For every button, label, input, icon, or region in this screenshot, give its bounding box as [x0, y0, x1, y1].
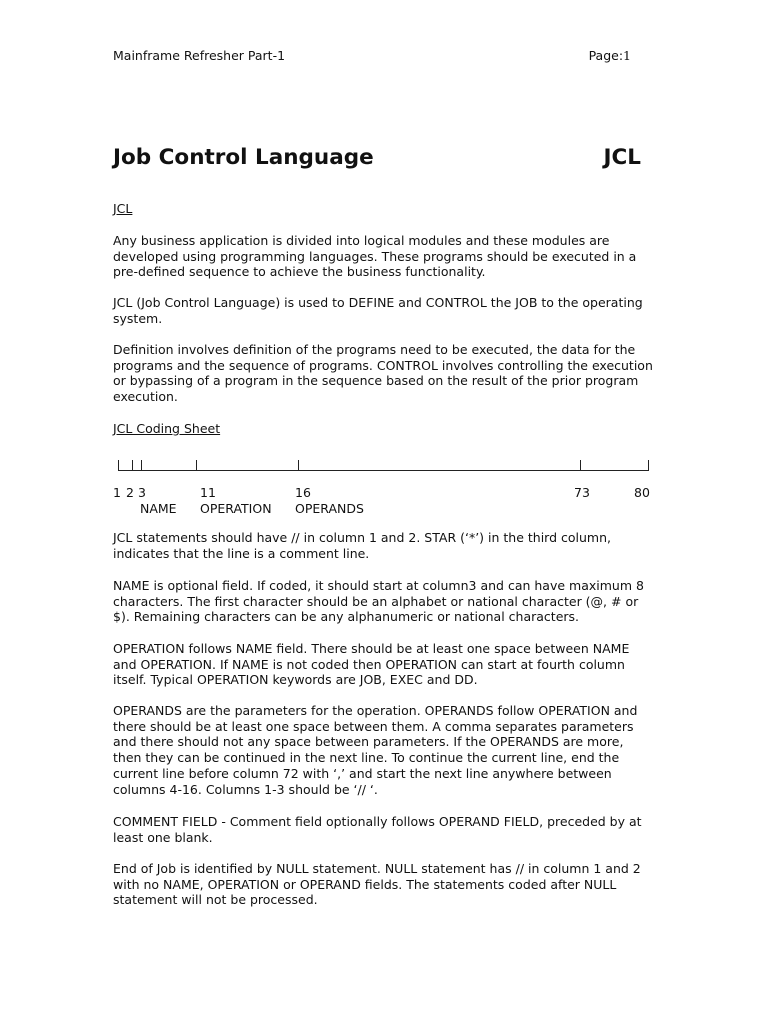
paragraph: OPERATION follows NAME field. There should be at least one space between NAME and OPERATION. If NAME is not coded then OPERATION can start at fourth column itself. Typical OPERATION keywords are JOB, EXEC and DD.	[113, 641, 630, 688]
column-number: 73	[574, 485, 590, 500]
paragraph: OPERANDS are the parameters for the operation. OPERANDS follow OPERATION and there should be at least one space between them. A comma separates parameters and there should not any space between parameters. If the OPERANDS are more, then they can be continued in the next line. To continue the current line, end the current line before column 72 with ‘,’ and start the next line anywhere between columns 4-16. Columns 1-3 should be ‘// ‘.	[113, 703, 638, 797]
document-page	[113, 0, 653, 1024]
column-number: 2	[126, 485, 134, 500]
paragraph: End of Job is identified by NULL statement. NULL statement has // in column 1 and 2 with no NAME, OPERATION or OPERAND fields. The statements coded after NULL statement will not be processed.	[113, 861, 641, 908]
paragraph: Definition involves definition of the programs need to be executed, the data for the programs and the sequence of programs. CONTROL involves controlling the execution or bypassing of a program in the sequence based on the result of the prior program execution.	[113, 342, 653, 405]
section-heading-coding-sheet: JCL Coding Sheet	[113, 421, 221, 436]
field-operation-label: OPERATION	[200, 501, 272, 516]
document-title	[113, 145, 641, 170]
field-operands-label: OPERANDS	[295, 501, 364, 516]
page-num: 1	[623, 48, 631, 63]
ruler-line	[118, 470, 649, 471]
paragraph: JCL (Job Control Language) is used to DEFINE and CONTROL the JOB to the operating system.	[113, 295, 643, 326]
title-abbreviation: JCL	[603, 145, 641, 170]
ruler-tick	[132, 460, 133, 471]
column-number: 80	[634, 485, 650, 500]
ruler-tick	[648, 460, 649, 471]
column-number: 1	[113, 485, 121, 500]
paragraph: COMMENT FIELD - Comment field optionally follows OPERAND FIELD, preceded by at least one blank.	[113, 814, 642, 845]
column-number: 16	[295, 485, 311, 500]
ruler-tick	[580, 460, 581, 471]
paragraph: Any business application is divided into logical modules and these modules are developed using programming languages. These programs should be executed in a pre-defined sequence to achieve the business functionality.	[113, 233, 637, 280]
paragraph: JCL statements should have // in column 1 and 2. STAR (‘*’) in the third column, indicates that the line is a comment line.	[113, 530, 611, 561]
paragraph: NAME is optional field. If coded, it should start at column3 and can have maximum 8 characters. The first character should be an alphabet or national character (@, # or $). Remaining characters can be any alphanumeric or national characters.	[113, 578, 644, 625]
column-number: 3	[138, 485, 146, 500]
coding-sheet-ruler	[113, 455, 653, 515]
page-header	[113, 48, 631, 63]
column-number: 11	[200, 485, 216, 500]
ruler-tick	[196, 460, 197, 471]
header-title: Mainframe Refresher Part-1	[113, 48, 286, 63]
page-number	[589, 48, 631, 63]
ruler-tick	[118, 460, 119, 471]
title-text: Job Control Language	[113, 145, 374, 170]
section-heading-jcl: JCL	[113, 201, 133, 216]
ruler-tick	[298, 460, 299, 471]
field-name-label: NAME	[140, 501, 177, 516]
ruler-tick	[141, 460, 142, 471]
page-label: Page:	[588, 48, 624, 63]
